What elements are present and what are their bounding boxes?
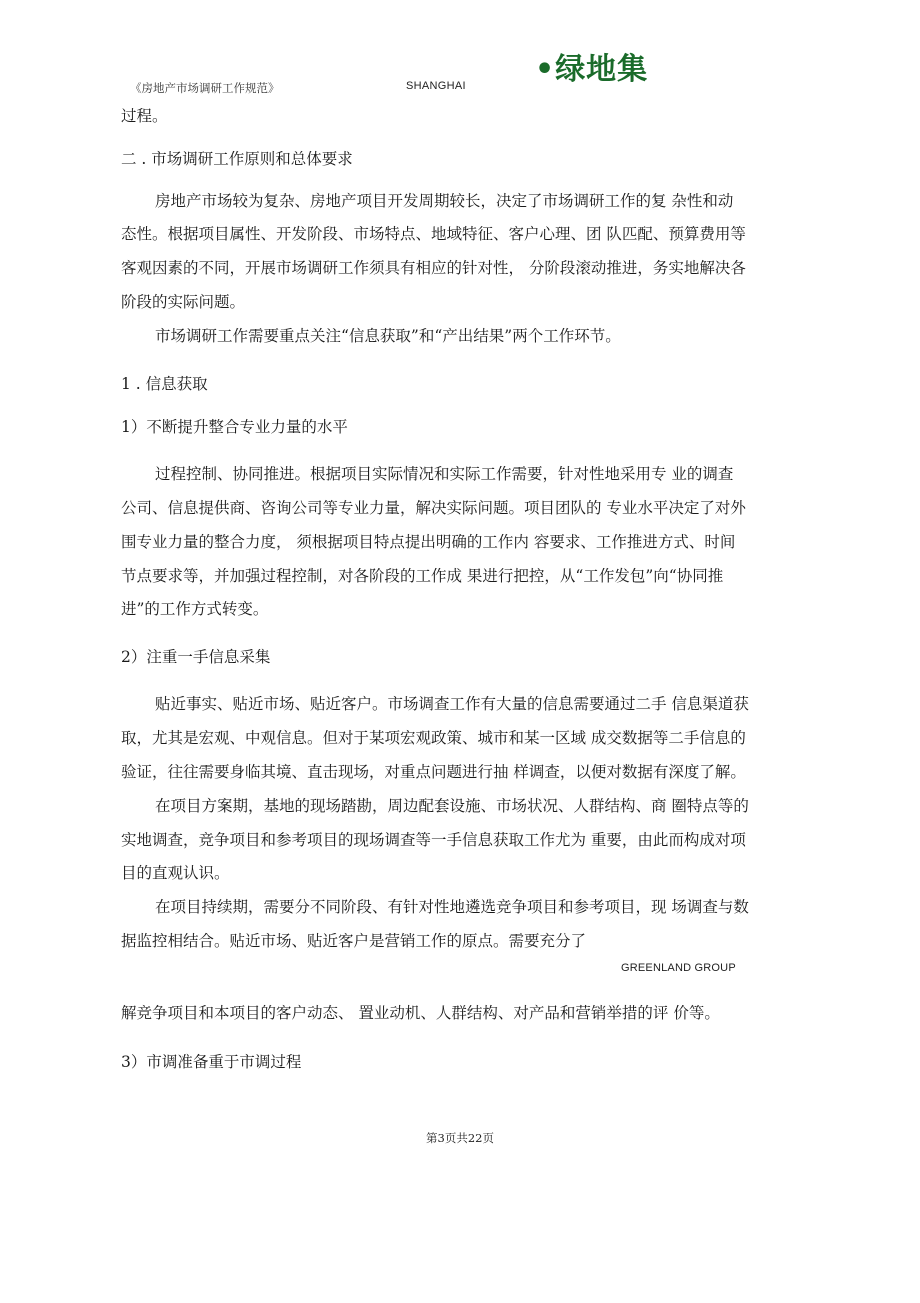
paragraph-line: 取，尤其是宏观、中观信息。但对于某项宏观政策、城市和某一区域 成交数据等二手信息的: [121, 729, 746, 747]
paragraph-line: 过程控制、协同推进。根据项目实际情况和实际工作需要，针对性地采用专 业的调查: [155, 465, 734, 483]
subsection-heading: 3）市调准备重于市调过程: [121, 1053, 302, 1071]
paragraph-line: 阶段的实际问题。: [121, 293, 246, 311]
page-number: 第3页共22页: [426, 1131, 494, 1145]
brand-logo: [535, 44, 648, 88]
subsection-heading: 1 . 信息获取: [121, 375, 208, 393]
paragraph-line: 公司、信息提供商、咨询公司等专业力量，解决实际问题。项目团队的 专业水平决定了对外: [121, 499, 746, 517]
paragraph-line: 贴近事实、贴近市场、贴近客户。市场调查工作有大量的信息需要通过二手 信息渠道获: [155, 695, 749, 713]
paragraph-line: 市场调研工作需要重点关注“信息获取”和“产出结果”两个工作环节。: [155, 327, 621, 345]
paragraph-line: 实地调查，竞争项目和参考项目的现场调查等一手信息获取工作尤为 重要，由此而构成对项: [121, 831, 746, 849]
document-title: 《房地产市场调研工作规范》: [130, 81, 280, 95]
group-name: GREENLAND GROUP: [621, 962, 736, 974]
paragraph-line: 在项目方案期，基地的现场踏勘，周边配套设施、市场状况、人群结构、商 圈特点等的: [155, 797, 749, 815]
paragraph-line: 进”的工作方式转变。: [121, 600, 269, 618]
brand-name: 绿地集: [555, 52, 649, 87]
brand-dot: •: [535, 52, 556, 87]
paragraph-line: 解竞争项目和本项目的客户动态、 置业动机、人群结构、对产品和营销举措的评 价等。: [121, 1004, 720, 1022]
paragraph-line: 据监控相结合。贴近市场、贴近客户是营销工作的原点。需要充分了: [121, 932, 587, 950]
paragraph-line: 过程。: [121, 107, 168, 125]
paragraph-line: 态性。根据项目属性、开发阶段、市场特点、地域特征、客户心理、团 队匹配、预算费用等: [121, 225, 746, 243]
subsection-heading: 1）不断提升整合专业力量的水平: [121, 418, 348, 436]
paragraph-line: 围专业力量的整合力度， 须根据项目特点提出明确的工作内 容要求、工作推进方式、时间: [121, 533, 736, 551]
paragraph-line: 房地产市场较为复杂、房地产项目开发周期较长，决定了市场调研工作的复 杂性和动: [155, 192, 734, 210]
subsection-heading: 2）注重一手信息采集: [121, 648, 271, 666]
paragraph-line: 客观因素的不同，开展市场调研工作须具有相应的针对性， 分阶段滚动推进，务实地解决各: [121, 259, 746, 277]
paragraph-line: 验证，往往需要身临其境、直击现场，对重点问题进行抽 样调查，以便对数据有深度了解。: [121, 763, 746, 781]
section-heading: 二 . 市场调研工作原则和总体要求: [121, 150, 353, 168]
paragraph-line: 节点要求等，并加强过程控制，对各阶段的工作成 果进行把控，从“工作发包”向“协同推: [121, 567, 724, 585]
paragraph-line: 在项目持续期，需要分不同阶段、有针对性地遴选竞争项目和参考项目，现 场调查与数: [155, 898, 749, 916]
city-label: SHANGHAI: [406, 80, 466, 92]
paragraph-line: 目的直观认识。: [121, 864, 230, 882]
